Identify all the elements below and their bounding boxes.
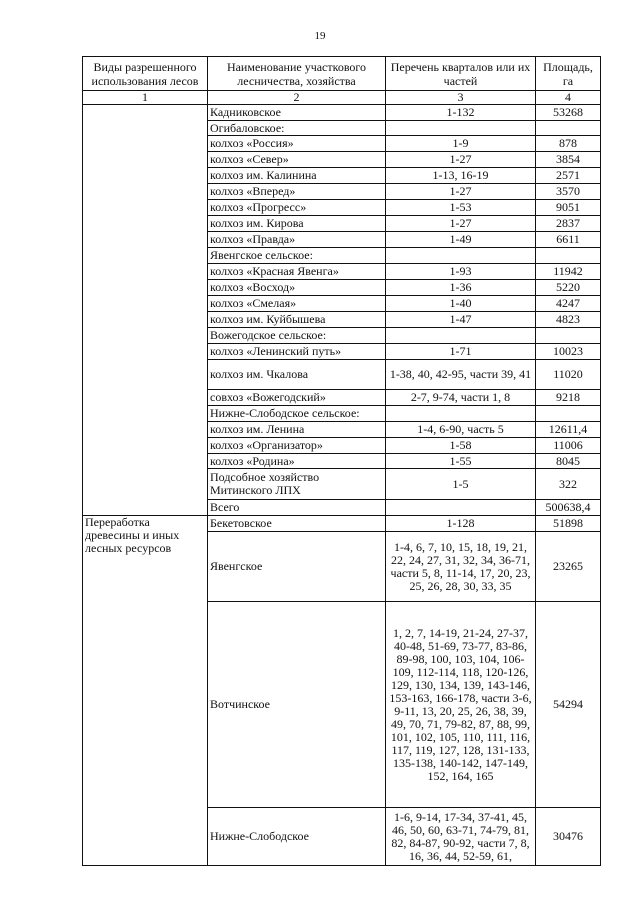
area-cell: 6611 [536,232,601,248]
quarters-cell: 1-132 [386,105,536,121]
forestry-name-cell: Подсобное хозяйство Митинского ЛПХ [208,469,386,500]
area-cell: 322 [536,469,601,500]
quarters-cell: 1-38, 40, 42-95, части 39, 41 [386,360,536,390]
quarters-cell: 1-6, 9-14, 17-34, 37-41, 45, 46, 50, 60, 63-71, 74-79, 81, 82, 84-87, 90-92, части 7, 8, 16, 36, 44, 52-59, 61, [386,808,536,866]
forestry-name-cell: колхоз «Правда» [208,232,386,248]
quarters-cell: 1-4, 6, 7, 10, 15, 18, 19, 21, 22, 24, 27, 31, 32, 34, 36-71, части 5, 8, 11-14, 17, 20, 23, 25, 26, 28, 30, 33, 35 [386,532,536,602]
area-cell: 30476 [536,808,601,866]
header-forestry-name: Наименование участкового лесничества, хозяйства [208,57,386,91]
forestry-name-cell: Явенгское сельское: [208,248,386,264]
quarters-cell: 2-7, 9-74, части 1, 8 [386,390,536,406]
quarters-cell: 1-27 [386,184,536,200]
area-cell: 9218 [536,390,601,406]
area-cell: 2571 [536,168,601,184]
quarters-cell [386,406,536,422]
forestry-name-cell: Явенгское [208,532,386,602]
area-cell: 53268 [536,105,601,121]
forestry-name-cell: колхоз им. Кирова [208,216,386,232]
area-cell: 9051 [536,200,601,216]
quarters-cell: 1-47 [386,312,536,328]
forestry-name-cell: колхоз «Организатор» [208,438,386,454]
column-number: 2 [208,91,386,105]
forestry-name-cell: Вожегодское сельское: [208,328,386,344]
quarters-cell: 1-36 [386,280,536,296]
quarters-cell: 1-5 [386,469,536,500]
header-area: Площадь, га [536,57,601,91]
column-number-row [83,91,601,105]
area-cell: 878 [536,136,601,152]
forestry-name-cell: колхоз «Север» [208,152,386,168]
area-cell: 11020 [536,360,601,390]
forestry-name-cell: колхоз «Смелая» [208,296,386,312]
area-cell [536,248,601,264]
quarters-cell: 1-49 [386,232,536,248]
quarters-cell: 1-93 [386,264,536,280]
quarters-cell: 1-71 [386,344,536,360]
forestry-name-cell: Огибаловское: [208,121,386,136]
forestry-name-cell: Кадниковское [208,105,386,121]
forestry-name-cell: колхоз «Красная Явенга» [208,264,386,280]
area-cell: 5220 [536,280,601,296]
forest-use-table [82,56,601,866]
quarters-cell: 1-4, 6-90, часть 5 [386,422,536,438]
forestry-name-cell: Нижне-Слободское сельское: [208,406,386,422]
area-cell: 8045 [536,454,601,469]
forestry-name-cell: колхоз «Восход» [208,280,386,296]
quarters-cell [386,248,536,264]
area-cell: 51898 [536,516,601,532]
quarters-cell [386,121,536,136]
quarters-cell: 1-27 [386,152,536,168]
forestry-name-cell: колхоз «Родина» [208,454,386,469]
area-cell: 4823 [536,312,601,328]
quarters-cell: 1-13, 16-19 [386,168,536,184]
quarters-cell: 1-128 [386,516,536,532]
table-row [83,105,601,121]
quarters-cell: 1-58 [386,438,536,454]
quarters-cell: 1, 2, 7, 14-19, 21-24, 27-37, 40-48, 51-69, 73-77, 83-86, 89-98, 100, 103, 104, 106-109, 112-114, 118, 120-126, 129, 130, 134, 139, 143-146, 153-163, 166-178, части 3-6, 9-11, 13, 20, 25, 26, 38, 39, 49, 70, 71, 79-82, 87, 88, 99, 101, 102, 105, 110, 111, 116, 117, 119, 127, 128, 131-133, 135-138, 140-142, 147-149, 152, 164, 165 [386,602,536,808]
forestry-name-cell: Бекетовское [208,516,386,532]
area-cell: 4247 [536,296,601,312]
quarters-cell: 1-27 [386,216,536,232]
forestry-name-cell: колхоз «Россия» [208,136,386,152]
quarters-cell: 1-9 [386,136,536,152]
use-type-cell [83,105,208,516]
column-number: 4 [536,91,601,105]
area-cell: 10023 [536,344,601,360]
forestry-name-cell: колхоз им. Чкалова [208,360,386,390]
quarters-cell [386,500,536,516]
table-body [83,105,601,866]
area-cell [536,406,601,422]
area-cell: 12611,4 [536,422,601,438]
table-row [83,516,601,532]
area-cell [536,328,601,344]
header-quarters: Перечень кварталов или их частей [386,57,536,91]
quarters-cell [386,328,536,344]
quarters-cell: 1-53 [386,200,536,216]
forestry-name-cell: колхоз им. Калинина [208,168,386,184]
use-type-cell: Переработка древесины и иных лесных ресурсов [83,516,208,866]
area-cell: 3854 [536,152,601,168]
area-cell: 11006 [536,438,601,454]
forestry-name-cell: колхоз «Прогресс» [208,200,386,216]
table-header-row [83,57,601,91]
area-cell: 11942 [536,264,601,280]
column-number: 1 [83,91,208,105]
area-cell: 2837 [536,216,601,232]
area-cell: 500638,4 [536,500,601,516]
area-cell: 23265 [536,532,601,602]
area-cell [536,121,601,136]
page-number: 19 [314,30,326,42]
forestry-name-cell: колхоз им. Ленина [208,422,386,438]
quarters-cell: 1-55 [386,454,536,469]
column-number: 3 [386,91,536,105]
forestry-name-cell: колхоз «Вперед» [208,184,386,200]
forestry-name-cell: Вотчинское [208,602,386,808]
forestry-name-cell: Нижне-Слободское [208,808,386,866]
area-cell: 3570 [536,184,601,200]
quarters-cell: 1-40 [386,296,536,312]
forestry-name-cell: совхоз «Вожегодский» [208,390,386,406]
forestry-name-cell: колхоз им. Куйбышева [208,312,386,328]
area-cell: 54294 [536,602,601,808]
forestry-name-cell: Всего [208,500,386,516]
header-use-type: Виды разрешенного использования лесов [83,57,208,91]
forestry-name-cell: колхоз «Ленинский путь» [208,344,386,360]
